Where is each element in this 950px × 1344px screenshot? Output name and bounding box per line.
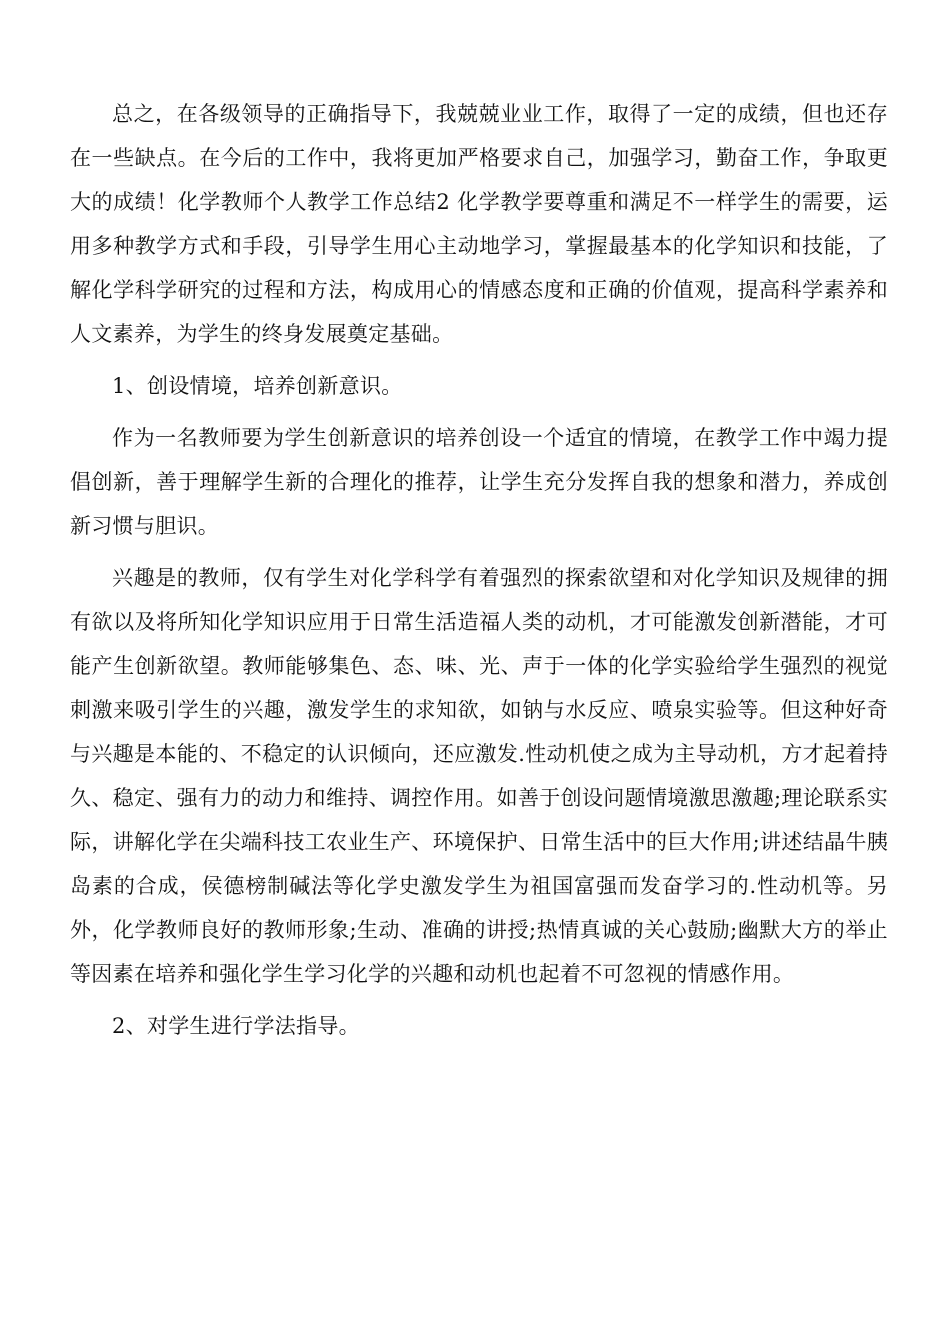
paragraph-interest: 兴趣是的教师，仅有学生对化学科学有着强烈的探索欲望和对化学知识及规律的拥有欲以及将所知化学知识应用于日常生活造福人类的动机，才可能激发创新潜能，才可能产生创新欲望。教师能够集色、态、味、光、声于一体的化学实验给学生强烈的视觉刺激来吸引学生的兴趣，激发学生的求知欲，如钠与水反应、喷泉实验等。但这种好奇与兴趣是本能的、不稳定的认识倾向，还应激发.性动机使之成为主导动机，方才起着持久、稳定、强有力的动力和维持、调控作用。如善于创设问题情境激思激趣;理论联系实际，讲解化学在尖端科技工农业生产、环境保护、日常生活中的巨大作用;讲述结晶牛胰岛素的合成，侯德榜制碱法等化学史激发学生为祖国富强而发奋学习的.性动机等。另外，化学教师良好的教师形象;生动、准确的讲授;热情真诚的关心鼓励;幽默大方的举止等因素在培养和强化学生学习化学的兴趣和动机也起着不可忽视的情感作用。 [70, 566, 888, 986]
paragraph-summary: 总之，在各级领导的正确指导下，我兢兢业业工作，取得了一定的成绩，但也还存在一些缺点。在今后的工作中，我将更加严格要求自己，加强学习，勤奋工作，争取更大的成绩！化学教师个人教学工作总结2 化学教学要尊重和满足不一样学生的需要，运用多种教学方式和手段，引导学生用心主动地学习，掌握最基本的化学知识和技能，了解化学科学研究的过程和方法，构成用心的情感态度和正确的价值观，提高科学素养和人文素养，为学生的终身发展奠定基础。 [70, 102, 888, 346]
heading-create-situation: 1、创设情境，培养创新意识。 [112, 374, 403, 398]
heading-study-guidance: 2、对学生进行学法指导。 [112, 1014, 360, 1038]
document-body [70, 92, 888, 1056]
paragraph-innovation: 作为一名教师要为学生创新意识的培养创设一个适宜的情境，在教学工作中竭力提倡创新，善于理解学生新的合理化的推荐，让学生充分发挥自我的想象和潜力，养成创新习惯与胆识。 [70, 426, 888, 538]
